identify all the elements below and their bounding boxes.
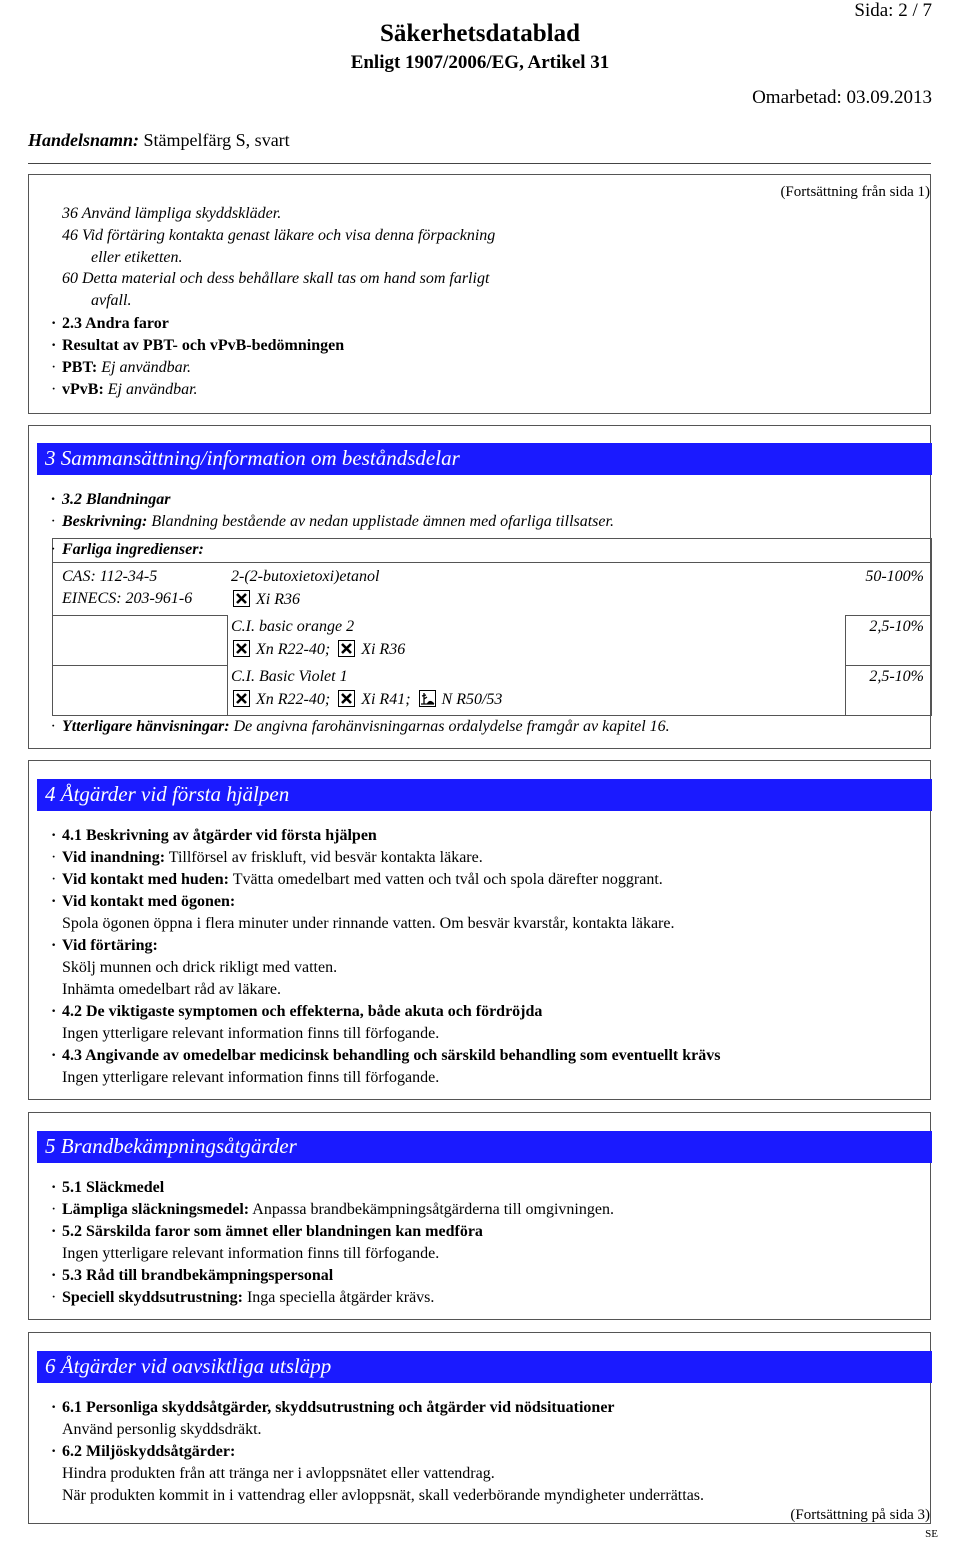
inhalation-label: Vid inandning:: [62, 849, 166, 866]
table-header-rule: [52, 562, 932, 563]
row3-conc: 2,5-10%: [869, 668, 924, 685]
row2-hazards: [233, 640, 405, 659]
header-divider: [28, 163, 931, 164]
heading-4-1: · 4.1 Beskrivning av åtgärder vid första hjälpen: [62, 827, 377, 845]
document-title: Säkerhetsdatablad: [379, 20, 581, 47]
ingestion-value-2: Inhämta omedelbart råd av läkare.: [62, 981, 281, 998]
row1-hazard-1: Xi R36: [256, 591, 300, 608]
section-3-title: 3 Sammansättning/information om beståndsdelar: [45, 446, 460, 470]
pbt-value: Ej användbar.: [101, 359, 192, 376]
row3-hazard-1: Xn R22-40;: [256, 691, 331, 708]
vpvb-value: Ej användbar.: [107, 381, 198, 398]
row1-name: 2-(2-butoxietoxi)etanol: [231, 568, 380, 585]
vpvb-line: [62, 381, 198, 399]
phrase-46: 46 Vid förtäring kontakta genast läkare och visa denna förpackning: [62, 227, 496, 244]
description-label: Beskrivning:: [62, 513, 148, 530]
description-value: Blandning bestående av nedan upplistade ämnen med ofarliga tillsatser.: [151, 513, 614, 530]
pbt-label: PBT:: [62, 359, 98, 376]
row2-hazard-1: Xn R22-40;: [256, 641, 331, 658]
harmful-cross-icon: [233, 690, 250, 707]
trade-name-value: Stämpelfärg S, svart: [143, 130, 290, 150]
section-6-header: [37, 1351, 932, 1383]
inhalation-value: Tillförsel av friskluft, vid besvär kontakta läkare.: [168, 849, 483, 866]
row2-name: C.I. basic orange 2: [231, 618, 355, 635]
ppe-line: [62, 1289, 434, 1307]
further-references: [62, 718, 670, 736]
continued-to: (Fortsättning på sida 3): [790, 1507, 930, 1523]
row3-hazards: [233, 690, 502, 709]
row3-name: C.I. Basic Violet 1: [231, 668, 348, 685]
document-subtitle: Enligt 1907/2006/EG, Artikel 31: [350, 52, 610, 73]
eye-label: · Vid kontakt med ögonen:: [62, 893, 235, 911]
section-4-title: 4 Åtgärder vid första hjälpen: [45, 782, 290, 806]
phrase-60-cont: avfall.: [91, 292, 132, 309]
description-line: [62, 513, 614, 531]
col-rule-id: [227, 615, 228, 716]
trade-name-label: Handelsnamn:: [28, 130, 140, 150]
section-5-header: [37, 1131, 932, 1163]
heading-3-2: · 3.2 Blandningar: [62, 491, 170, 509]
conc-rule-2: [845, 665, 932, 666]
ppe-value: Inga speciella åtgärder krävs.: [246, 1289, 435, 1306]
section-5-title: 5 Brandbekämpningsåtgärder: [45, 1134, 297, 1158]
row1-cas: CAS: 112-34-5: [62, 568, 158, 585]
skin-value: Tvätta omedelbart med vatten och tvål och spola därefter noggrant.: [232, 871, 663, 888]
skin-label: Vid kontakt med huden:: [62, 871, 230, 888]
row2-hazard-2: Xi R36: [361, 641, 406, 658]
value-6-1: Använd personlig skyddsdräkt.: [62, 1421, 262, 1438]
ppe-label: Speciell skyddsutrustning:: [62, 1289, 243, 1306]
value-4-3: Ingen ytterligare relevant information finns till förfogande.: [62, 1069, 440, 1086]
harmful-cross-icon: [233, 590, 250, 607]
heading-5-1: · 5.1 Släckmedel: [62, 1179, 164, 1197]
phrase-46-cont: eller etiketten.: [91, 249, 183, 266]
irritant-cross-icon: [338, 640, 355, 657]
phrase-36: 36 Använd lämpliga skyddskläder.: [62, 205, 282, 222]
page-number: Sida: 2 / 7: [854, 0, 932, 21]
value-6-2b: När produkten kommit in i vattendrag eller avloppsnät, skall vederbörande myndigheter underrättas.: [62, 1487, 705, 1504]
row1-hazards: [233, 590, 300, 609]
continued-from: (Fortsättning från sida 1): [780, 184, 930, 200]
phrase-60: 60 Detta material och dess behållare skall tas om hand som farligt: [62, 270, 490, 287]
heading-6-1: · 6.1 Personliga skyddsåtgärder, skyddsutrustning och åtgärder vid nödsituationer: [62, 1399, 615, 1417]
ingredients-label-text: Farliga ingredienser:: [62, 541, 204, 558]
value-6-2a: Hindra produkten från att tränga ner i avloppsnätet eller vattendrag.: [62, 1465, 495, 1482]
row3-hazard-3: N R50/53: [441, 691, 503, 708]
conc-rule-1: [845, 615, 932, 616]
revision-date: Omarbetad: 03.09.2013: [752, 87, 932, 108]
row-rule-1: [52, 615, 227, 616]
section-3-header: [37, 443, 932, 475]
heading-5-2: · 5.2 Särskilda faror som ämnet eller blandningen kan medföra: [62, 1223, 483, 1241]
extinguishing-line: [62, 1201, 614, 1219]
row3-hazard-2: Xi R41;: [361, 691, 411, 708]
value-5-2: Ingen ytterligare relevant information finns till förfogande.: [62, 1245, 440, 1262]
extinguishing-label: Lämpliga släckningsmedel:: [62, 1201, 250, 1218]
pbt-line: [62, 359, 191, 377]
language-code: SE: [925, 1528, 938, 1540]
section-4-header: [37, 779, 932, 811]
section-6-title: 6 Åtgärder vid oavsiktliga utsläpp: [45, 1354, 332, 1378]
ingestion-value-1: Skölj munnen och drick rikligt med vatten.: [62, 959, 338, 976]
heading-4-2: · 4.2 De viktigaste symptomen och effekterna, både akuta och fördröjda: [62, 1003, 542, 1021]
eye-value: Spola ögonen öppna i flera minuter under rinnande vatten. Om besvär kvarstår, kontakta läkare.: [62, 915, 675, 932]
harmful-cross-icon: [233, 640, 250, 657]
further-references-value: De angivna farohänvisningarnas ordalydelse framgår av kapitel 16.: [233, 718, 670, 735]
inhalation-line: [62, 849, 483, 867]
heading-6-2: · 6.2 Miljöskyddsåtgärder:: [62, 1443, 235, 1461]
irritant-cross-icon: [338, 690, 355, 707]
row2-conc: 2,5-10%: [869, 618, 924, 635]
heading-4-3: · 4.3 Angivande av omedelbar medicinsk behandling och särskild behandling som eventuellt krävs: [62, 1047, 720, 1065]
ingestion-label: · Vid förtäring:: [62, 937, 158, 955]
heading-2-3: · 2.3 Andra faror: [62, 315, 169, 333]
vpvb-label: vPvB:: [62, 381, 104, 398]
skin-line: [62, 871, 663, 889]
row-rule-2: [52, 665, 227, 666]
ingredients-label: [62, 541, 204, 559]
row1-einecs: EINECS: 203-961-6: [62, 590, 193, 607]
trade-name: [28, 130, 290, 151]
extinguishing-value: Anpassa brandbekämpningsåtgärderna till omgivningen.: [252, 1201, 614, 1218]
value-4-2: Ingen ytterligare relevant information finns till förfogande.: [62, 1025, 440, 1042]
further-references-label: Ytterligare hänvisningar:: [62, 718, 230, 735]
heading-5-3: · 5.3 Råd till brandbekämpningspersonal: [62, 1267, 333, 1285]
pbt-heading: · Resultat av PBT- och vPvB-bedömningen: [62, 337, 344, 355]
environment-hazard-icon: [419, 690, 436, 707]
row1-conc: 50-100%: [865, 568, 924, 585]
